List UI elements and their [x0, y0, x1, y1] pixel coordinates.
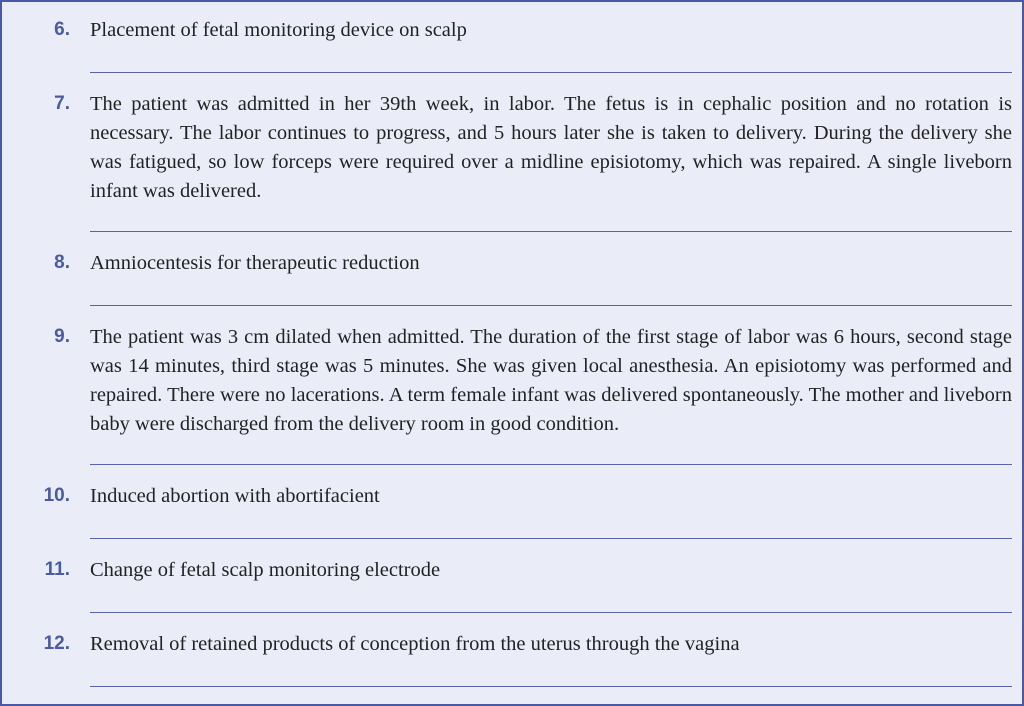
answer-line[interactable]: [90, 686, 1012, 687]
item-number: 12.: [43, 633, 70, 654]
item-number: 10.: [43, 485, 70, 506]
answer-line[interactable]: [90, 612, 1012, 613]
answer-line[interactable]: [90, 464, 1012, 465]
item-text: Induced abortion with abortifacient: [90, 485, 380, 507]
item-number: 8.: [54, 252, 70, 273]
answer-line[interactable]: [90, 305, 1012, 306]
answer-line[interactable]: [90, 538, 1012, 539]
item-text: The patient was admitted in her 39th week, in labor. The fetus is in cephalic position and no rotation is necessary. The labor continues to progress, and 5 hours later she is taken to delivery. During the delivery she was fatigued, so low forceps were required over a midline episiotomy, which was repaired. A single liveborn infant was delivered.: [90, 93, 1012, 202]
item-text: Placement of fetal monitoring device on scalp: [90, 19, 467, 41]
item-number: 6.: [54, 19, 70, 40]
answer-line[interactable]: [90, 72, 1012, 73]
item-text: Amniocentesis for therapeutic reduction: [90, 252, 420, 274]
item-text: Change of fetal scalp monitoring electrode: [90, 559, 441, 581]
item-text: The patient was 3 cm dilated when admitted. The duration of the first stage of labor was 6 hours, second stage was 14 minutes, third stage was 5 minutes. She was given local anesthesia. An episiotomy was performed and repaired. There were no lacerations. A term female infant was delivered spontaneously. The mother and liveborn baby were discharged from the delivery room in good condition.: [90, 326, 1012, 435]
item-number: 9.: [54, 326, 70, 347]
item-number: 11.: [44, 559, 70, 580]
item-text: Removal of retained products of conception from the uterus through the vagina: [90, 633, 740, 655]
answer-line[interactable]: [90, 231, 1012, 232]
item-number: 7.: [54, 93, 70, 114]
